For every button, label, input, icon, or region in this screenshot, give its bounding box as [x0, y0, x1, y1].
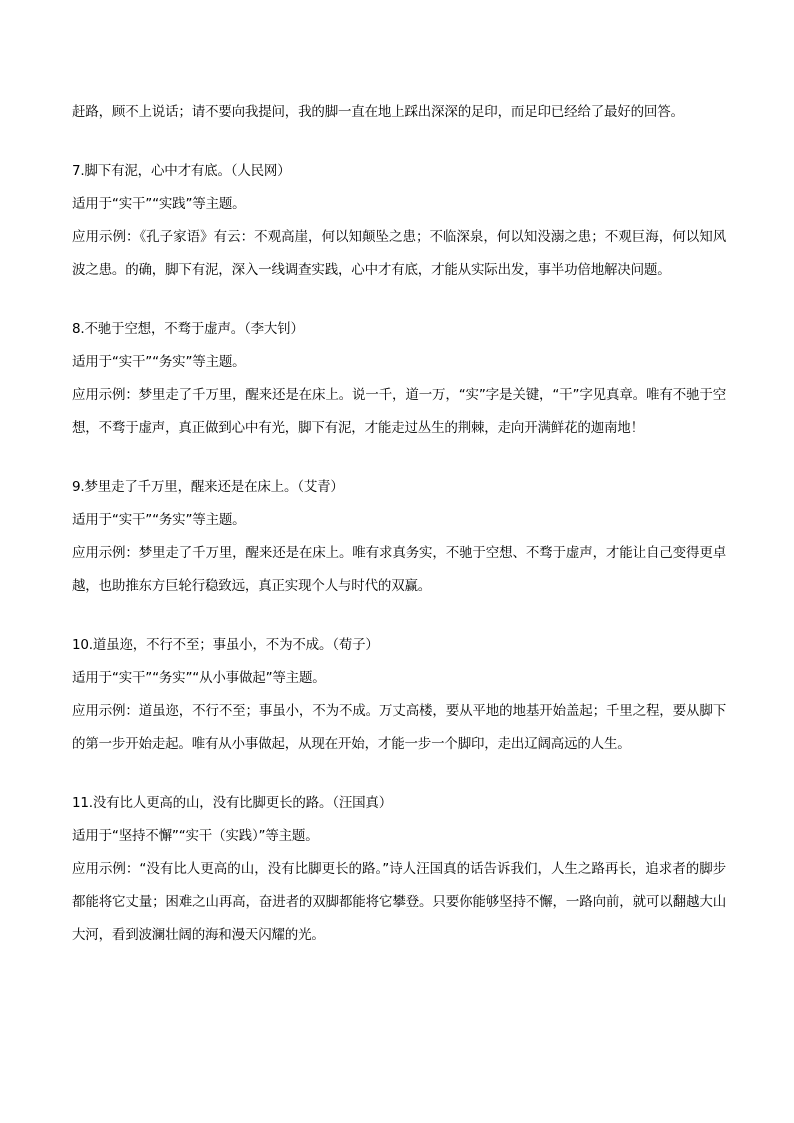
- entry-example: 应用示例：《孔子家语》有云：不观高崖，何以知颠坠之患；不临深泉，何以知没溺之患；不观巨海，何以知风波之患。的确，脚下有泥，深入一线调查实践，心中才有底，才能从实际出发，事半功倍地解决问题。: [72, 229, 726, 278]
- entry-title: 11.没有比人更高的山，没有比脚更长的路。（汪国真）: [72, 795, 393, 811]
- entry-title: 7.脚下有泥，心中才有底。（人民网）: [72, 163, 291, 179]
- entry-example: 应用示例：道虽迩，不行不至；事虽小，不为不成。万丈高楼，要从平地的地基开始盖起；千里之程，要从脚下的第一步开始走起。唯有从小事做起，从现在开始，才能一步一个脚印，走出辽阔高远的人生。: [72, 703, 726, 752]
- entry-scope: 适用于“实干”“实践”等主题。: [72, 196, 246, 212]
- paragraph-gap: [72, 129, 726, 155]
- entry-scope: 适用于“实干”“务实”“从小事做起”等主题。: [72, 670, 326, 686]
- paragraph-gap: [72, 445, 726, 471]
- entry-title: 10.道虽迩，不行不至；事虽小，不为不成。（荀子）: [72, 637, 379, 653]
- entry-scope: 适用于“实干”“务实”等主题。: [72, 512, 246, 528]
- intro-paragraph: 赶路，顾不上说话；请不要向我提问，我的脚一直在地上踩出深深的足印，而足印已经给了最好的回答。: [72, 104, 684, 120]
- entry-scope: 适用于“坚持不懈”“实干（实践）”等主题。: [72, 828, 319, 844]
- entry-9: [72, 471, 726, 603]
- entry-title: 8.不驰于空想，不骛于虚声。（李大钊）: [72, 321, 304, 337]
- entry-example: 应用示例：梦里走了千万里，醒来还是在床上。说一千，道一万，“实”字是关键，“干”字见真章。唯有不驰于空想，不骛于虚声，真正做到心中有光，脚下有泥，才能走过丛生的荆棘，走向开满鲜花的迦南地！: [72, 387, 726, 436]
- document-body: [72, 96, 726, 952]
- entry-title: 9.梦里走了千万里，醒来还是在床上。（艾青）: [72, 479, 344, 495]
- entry-11: [72, 787, 726, 952]
- entry-scope: 适用于“实干”“务实”等主题。: [72, 354, 246, 370]
- entry-example: 应用示例：梦里走了千万里，醒来还是在床上。唯有求真务实，不驰于空想、不骛于虚声，才能让自己变得更卓越，也助推东方巨轮行稳致远，真正实现个人与时代的双赢。: [72, 545, 726, 594]
- entry-8: [72, 313, 726, 445]
- paragraph-gap: [72, 761, 726, 787]
- paragraph-gap: [72, 287, 726, 313]
- paragraph-gap: [72, 603, 726, 629]
- entry-example: 应用示例：“没有比人更高的山，没有比脚更长的路。”诗人汪国真的话告诉我们，人生之路再长，追求者的脚步都能将它丈量；困难之山再高，奋进者的双脚都能将它攀登。只要你能够坚持不懈，一路向前，就可以翻越大山大河，看到波澜壮阔的海和漫天闪耀的光。: [72, 861, 726, 943]
- entry-10: [72, 629, 726, 761]
- entry-7: [72, 155, 726, 287]
